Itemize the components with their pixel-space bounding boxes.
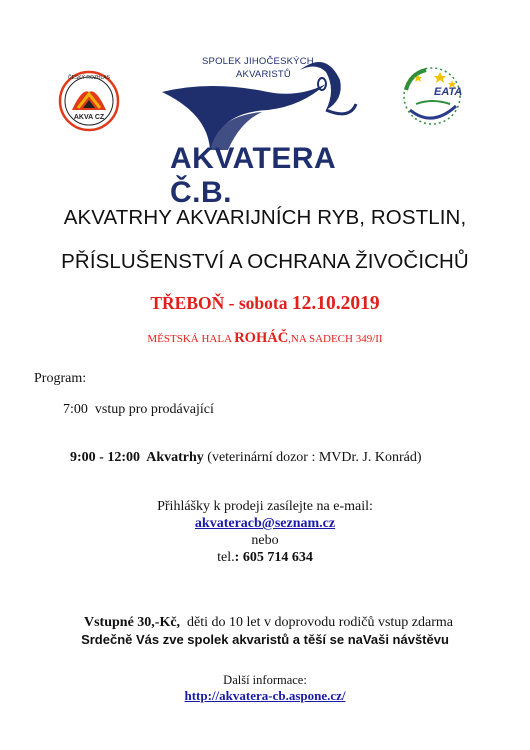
- program-item-2: [63, 434, 422, 466]
- venue: [0, 330, 530, 347]
- eata-logo-name: EATA: [434, 86, 463, 98]
- contact-phone: [0, 550, 530, 566]
- contact-email-row: [0, 516, 530, 532]
- program-item-2-bold: 9:00 - 12:00 Akvatrhy: [70, 450, 204, 465]
- program-item-2-rest: (veterinární dozor : MVDr. J. Konrád): [203, 450, 422, 465]
- contact-or: nebo: [251, 533, 279, 548]
- program-item-1: 7:00 vstup pro prodávající: [63, 402, 214, 417]
- entry-fee: Vstupné 30,-Kč,: [83, 615, 181, 630]
- contact-email-link[interactable]: akvateracb@seznam.cz: [194, 516, 336, 531]
- more-info-url-link[interactable]: http://akvatera-cb.aspone.cz/: [184, 688, 346, 703]
- event-date: 12.10.2019: [291, 293, 380, 314]
- venue-suffix: ,NA SADECH 349/II: [288, 333, 383, 345]
- venue-prefix: MĚSTSKÁ HALA: [147, 333, 235, 345]
- entry-note: děti do 10 let v doprovodu rodičů vstup zdarma: [180, 615, 453, 630]
- place-date: [0, 293, 530, 315]
- more-info-label: Další informace:: [223, 673, 307, 687]
- program-heading: Program:: [34, 371, 87, 386]
- akvatera-logo: [150, 40, 380, 209]
- akva-logo-top-text: ČESKÝ ROZHLAS: [68, 75, 110, 81]
- akvatera-logo-line2: AKVARISTŮ: [236, 69, 291, 80]
- akva-cz-logo: [58, 70, 120, 132]
- entry-fee-line: [0, 599, 530, 631]
- contact-phone-number: : 605 714 634: [234, 550, 313, 565]
- invitation-text: Srdečně Vás zve spolek akvaristů a těší se naVaši návštěvu: [81, 632, 449, 647]
- akva-logo-bottom-text: AKVA CZ: [73, 114, 105, 121]
- contact-phone-label: tel.: [217, 550, 235, 565]
- place-date-prefix: TŘEBOŇ - sobota: [150, 293, 292, 313]
- akvatera-logo-name: AKVATERA Č.B.: [170, 142, 336, 209]
- title-line-1: AKVATRHY AKVARIJNÍCH RYB, ROSTLIN,: [63, 206, 467, 229]
- title-line-2: PŘÍSLUŠENSTVÍ A OCHRANA ŽIVOČICHŮ: [61, 250, 469, 273]
- more-info-url-row: [0, 688, 530, 704]
- eata-logo: [396, 60, 468, 132]
- venue-name: ROHÁČ: [234, 330, 289, 346]
- contact-intro: Přihlášky k prodeji zasílejte na e-mail:: [157, 499, 373, 514]
- akvatera-logo-line1: SPOLEK JIHOČESKÝCH: [202, 56, 314, 67]
